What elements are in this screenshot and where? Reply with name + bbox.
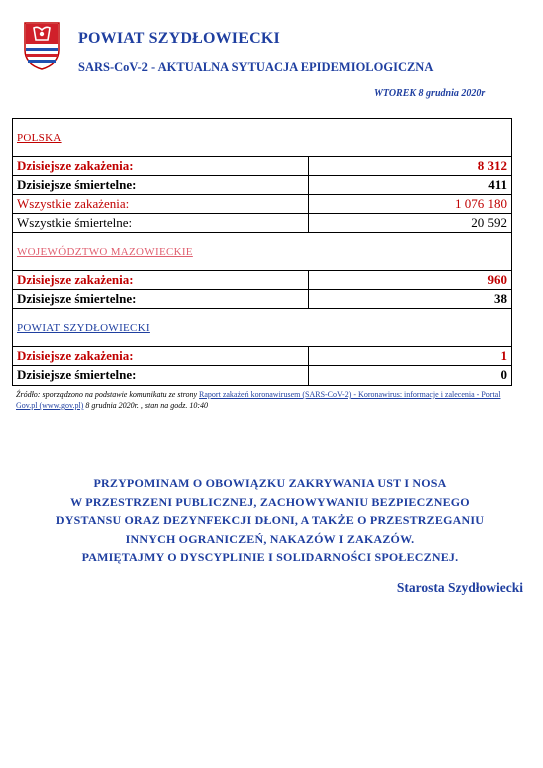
table-row <box>13 271 511 290</box>
row-label: Dzisiejsze śmiertelne: <box>13 176 309 194</box>
row-label: Dzisiejsze zakażenia: <box>13 271 309 289</box>
table-row <box>13 366 511 385</box>
table-row <box>13 195 511 214</box>
row-label: Dzisiejsze zakażenia: <box>13 347 309 365</box>
section-header-polska <box>13 119 511 157</box>
row-value: 411 <box>488 177 507 192</box>
table-row <box>13 157 511 176</box>
row-label: Wszystkie śmiertelne: <box>13 214 309 232</box>
source-suffix: 8 grudnia 2020r. , stan na godz. 10:40 <box>85 401 209 410</box>
table-row <box>13 347 511 366</box>
row-value: 8 312 <box>477 158 507 173</box>
row-label: Dzisiejsze zakażenia: <box>13 157 309 175</box>
table-row <box>13 214 511 233</box>
section-title: POLSKA <box>17 132 62 144</box>
source-prefix: Źródło: sporządzono na podstawie komunikatu ze strony <box>16 390 198 399</box>
row-value: 0 <box>500 367 507 382</box>
row-value: 20 592 <box>471 215 507 230</box>
report-date: WTOREK 8 grudnia 2020r <box>374 88 486 99</box>
document-subtitle: SARS-CoV-2 - AKTUALNA SYTUACJA EPIDEMIOLOGICZNA <box>78 60 434 74</box>
reminder-line: PRZYPOMINAM O OBOWIĄZKU ZAKRYWANIA UST I NOSA <box>93 476 447 490</box>
row-value: 1 <box>500 348 507 363</box>
reminder-line: INNYCH OGRANICZEŃ, NAKAZÓW I ZAKAZÓW. <box>125 531 415 546</box>
section-header-mazowieckie <box>13 233 511 271</box>
reminder-line: W PRZESTRZENI PUBLICZNEJ, ZACHOWYWANIU BEZPIECZNEGO <box>70 494 470 509</box>
row-label: Dzisiejsze śmiertelne: <box>13 290 309 308</box>
source-note <box>16 389 516 411</box>
table-row <box>13 176 511 195</box>
source-link[interactable]: Raport zakażeń koronawirusem (SARS-CoV-2) - Koronawirus: informacje i zalecenia - Portal Gov.pl (www.gov.pl) <box>16 390 501 410</box>
row-label: Wszystkie zakażenia: <box>13 195 309 213</box>
row-value: 38 <box>494 291 507 306</box>
statistics-table <box>12 118 512 386</box>
section-header-powiat <box>13 309 511 347</box>
row-value: 960 <box>487 272 507 287</box>
coat-of-arms-icon <box>24 22 60 70</box>
row-value: 1 076 180 <box>455 196 507 211</box>
organization-title: POWIAT SZYDŁOWIECKI <box>78 30 280 47</box>
signature: Starosta Szydłowiecki <box>396 580 523 595</box>
reminder-line: PAMIĘTAJMY O DYSCYPLINIE I SOLIDARNOŚCI SPOŁECZNEJ. <box>81 550 459 564</box>
section-title: WOJEWÓDZTWO MAZOWIECKIE <box>17 246 193 258</box>
section-title: POWIAT SZYDŁOWIECKI <box>17 322 150 334</box>
row-label: Dzisiejsze śmiertelne: <box>13 366 309 385</box>
safety-reminder <box>20 474 520 567</box>
reminder-line: DYSTANSU ORAZ DEZYNFEKCJI DŁONI, A TAKŻE O PRZESTRZEGANIU <box>55 513 485 527</box>
table-row <box>13 290 511 309</box>
